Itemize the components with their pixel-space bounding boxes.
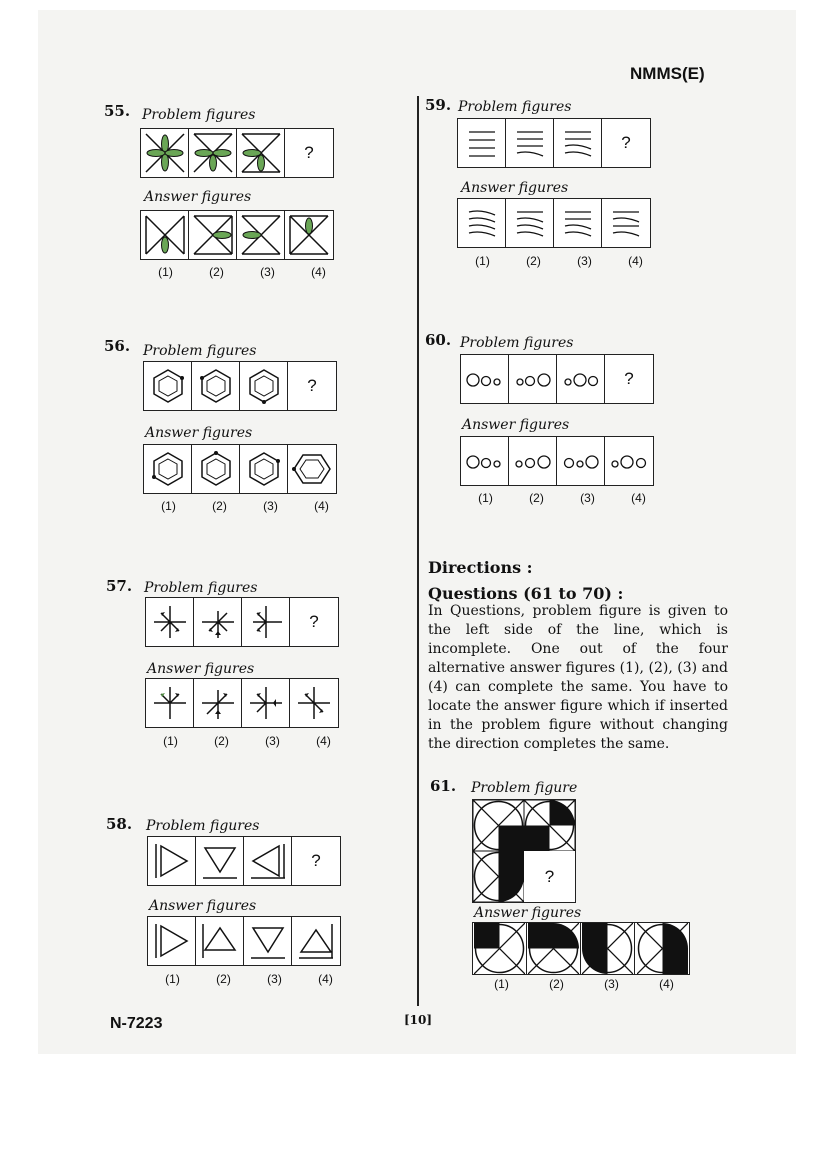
option-label: (1)	[475, 254, 490, 268]
q59-problem-row	[457, 118, 651, 168]
q59-problem-figure	[506, 119, 554, 167]
column-divider	[417, 96, 419, 1006]
option-label: (1)	[478, 491, 493, 505]
option-label: (4)	[628, 254, 643, 268]
q56-problem-row	[143, 361, 337, 411]
q58-answer-figure[interactable]	[244, 917, 292, 965]
question-number-61: 61.	[430, 777, 457, 795]
q61-problem-grid	[472, 799, 576, 903]
directions-title: Directions :	[428, 558, 533, 577]
q58-problem-figure	[244, 837, 292, 885]
option-label: (3)	[265, 734, 280, 748]
option-label: (4)	[659, 977, 674, 991]
q60-problem-unknown: ?	[624, 369, 634, 388]
problem-figures-label: Problem figures	[142, 107, 256, 123]
q60-problem-figure	[461, 355, 509, 403]
option-label: (3)	[263, 499, 278, 513]
q55-problem-figure	[189, 129, 237, 177]
q61-question-mark: ?	[544, 866, 555, 886]
q55-problem-row	[140, 128, 334, 178]
q60-problem-figure	[557, 355, 605, 403]
option-label: (4)	[318, 972, 333, 986]
q55-problem-figure	[237, 129, 285, 177]
q60-answer-figure[interactable]	[461, 437, 509, 485]
q58-answer-figure[interactable]	[292, 917, 340, 965]
q58-answer-figure[interactable]	[196, 917, 244, 965]
problem-figures-label: Problem figures	[143, 343, 257, 359]
option-label: (1)	[165, 972, 180, 986]
question-number-59: 59.	[425, 96, 452, 114]
q60-problem-figure	[509, 355, 557, 403]
q59-answer-figure[interactable]	[602, 199, 650, 247]
q58-problem-figure	[148, 837, 196, 885]
q56-answer-figure[interactable]	[288, 445, 336, 493]
q59-answer-row	[457, 198, 651, 248]
q57-answer-figure[interactable]	[242, 679, 290, 727]
q55-option-labels	[140, 265, 344, 279]
q59-answer-figure[interactable]	[458, 199, 506, 247]
q55-answer-figure[interactable]	[285, 211, 333, 259]
q61-answer-figure[interactable]	[527, 923, 581, 974]
q56-answer-row	[143, 444, 337, 494]
q59-answer-figure[interactable]	[506, 199, 554, 247]
q57-problem-row	[145, 597, 339, 647]
problem-figures-label: Problem figures	[460, 335, 574, 351]
option-label: (3)	[577, 254, 592, 268]
q58-problem-figure	[196, 837, 244, 885]
option-label: (3)	[267, 972, 282, 986]
q61-answer-figure[interactable]	[473, 923, 527, 974]
q57-problem-figure	[242, 598, 290, 646]
q55-answer-figure[interactable]	[237, 211, 285, 259]
q57-answer-figure[interactable]	[146, 679, 194, 727]
problem-figures-label: Problem figures	[144, 580, 258, 596]
q57-problem-figure	[194, 598, 242, 646]
option-label: (1)	[161, 499, 176, 513]
option-label: (3)	[260, 265, 275, 279]
q56-problem-unknown: ?	[307, 376, 317, 395]
option-label: (4)	[316, 734, 331, 748]
q58-answer-figure[interactable]	[148, 917, 196, 965]
problem-figure-label: Problem figure	[471, 780, 578, 796]
q61-missing-cell	[524, 851, 575, 902]
option-label: (2)	[549, 977, 564, 991]
problem-figures-label: Problem figures	[458, 99, 572, 115]
question-number-57: 57.	[106, 577, 133, 595]
q58-problem-unknown: ?	[311, 851, 321, 870]
option-label: (2)	[529, 491, 544, 505]
q60-answer-figure[interactable]	[509, 437, 557, 485]
q61-answer-row	[472, 922, 690, 975]
q56-answer-figure[interactable]	[240, 445, 288, 493]
q58-option-labels	[147, 972, 351, 986]
option-label: (1)	[494, 977, 509, 991]
answer-figures-label: Answer figures	[461, 180, 569, 196]
q56-option-labels	[143, 499, 347, 513]
directions-subtitle: Questions (61 to 70) :	[428, 584, 624, 603]
q59-problem-unknown: ?	[621, 133, 631, 152]
q57-problem-unknown: ?	[309, 612, 319, 631]
exam-header: NMMS(E)	[630, 64, 705, 83]
option-label: (2)	[214, 734, 229, 748]
option-label: (4)	[631, 491, 646, 505]
option-label: (4)	[311, 265, 326, 279]
q59-problem-figure	[458, 119, 506, 167]
answer-figures-label: Answer figures	[474, 905, 582, 921]
option-label: (4)	[314, 499, 329, 513]
q58-answer-row	[147, 916, 341, 966]
q56-problem-figure	[192, 362, 240, 410]
q59-option-labels	[457, 254, 661, 268]
q61-option-labels	[474, 977, 694, 991]
q55-answer-figure[interactable]	[141, 211, 189, 259]
q61-answer-figure[interactable]	[581, 923, 635, 974]
q59-problem-figure	[554, 119, 602, 167]
option-label: (3)	[580, 491, 595, 505]
answer-figures-label: Answer figures	[149, 898, 257, 914]
q59-answer-figure[interactable]	[554, 199, 602, 247]
option-label: (1)	[158, 265, 173, 279]
q56-problem-figure	[240, 362, 288, 410]
paper-code: N-7223	[110, 1015, 163, 1032]
question-number-55: 55.	[104, 102, 131, 120]
option-label: (2)	[209, 265, 224, 279]
q55-problem-figure	[141, 129, 189, 177]
option-label: (1)	[163, 734, 178, 748]
problem-figures-label: Problem figures	[146, 818, 260, 834]
q57-answer-figure[interactable]	[194, 679, 242, 727]
option-label: (2)	[216, 972, 231, 986]
q55-answer-row	[140, 210, 334, 260]
q56-problem-figure	[144, 362, 192, 410]
q57-option-labels	[145, 734, 349, 748]
q57-problem-figure	[146, 598, 194, 646]
answer-figures-label: Answer figures	[145, 425, 253, 441]
question-number-58: 58.	[106, 815, 133, 833]
q55-answer-figure[interactable]	[189, 211, 237, 259]
answer-figures-label: Answer figures	[462, 417, 570, 433]
q60-answer-row	[460, 436, 654, 486]
q60-problem-row	[460, 354, 654, 404]
q58-problem-row	[147, 836, 341, 886]
directions-text: In Questions, problem figure is given to the left side of the line, which is incomplete. One out of the four alternative answer figures (1), (2), (3) and (4) can complete the same. You have to locate the answer figure which if inserted in the problem figure without changing the direction completes the same.	[428, 603, 728, 752]
question-number-56: 56.	[104, 337, 131, 355]
q60-option-labels	[460, 491, 664, 505]
q61-grid-cell	[524, 800, 575, 851]
option-label: (2)	[526, 254, 541, 268]
question-number-60: 60.	[425, 331, 452, 349]
answer-figures-label: Answer figures	[147, 661, 255, 677]
q57-answer-row	[145, 678, 339, 728]
answer-figures-label: Answer figures	[144, 189, 252, 205]
option-label: (2)	[212, 499, 227, 513]
q61-answer-figure[interactable]	[635, 923, 689, 974]
q55-problem-unknown: ?	[304, 143, 314, 162]
q61-grid-cell	[473, 851, 524, 902]
q60-answer-figure[interactable]	[557, 437, 605, 485]
q60-answer-figure[interactable]	[605, 437, 653, 485]
option-label: (3)	[604, 977, 619, 991]
q56-answer-figure[interactable]	[144, 445, 192, 493]
q61-grid-cell	[473, 800, 524, 851]
q56-answer-figure[interactable]	[192, 445, 240, 493]
page-number: [10]	[404, 1013, 433, 1027]
q57-answer-figure[interactable]	[290, 679, 338, 727]
